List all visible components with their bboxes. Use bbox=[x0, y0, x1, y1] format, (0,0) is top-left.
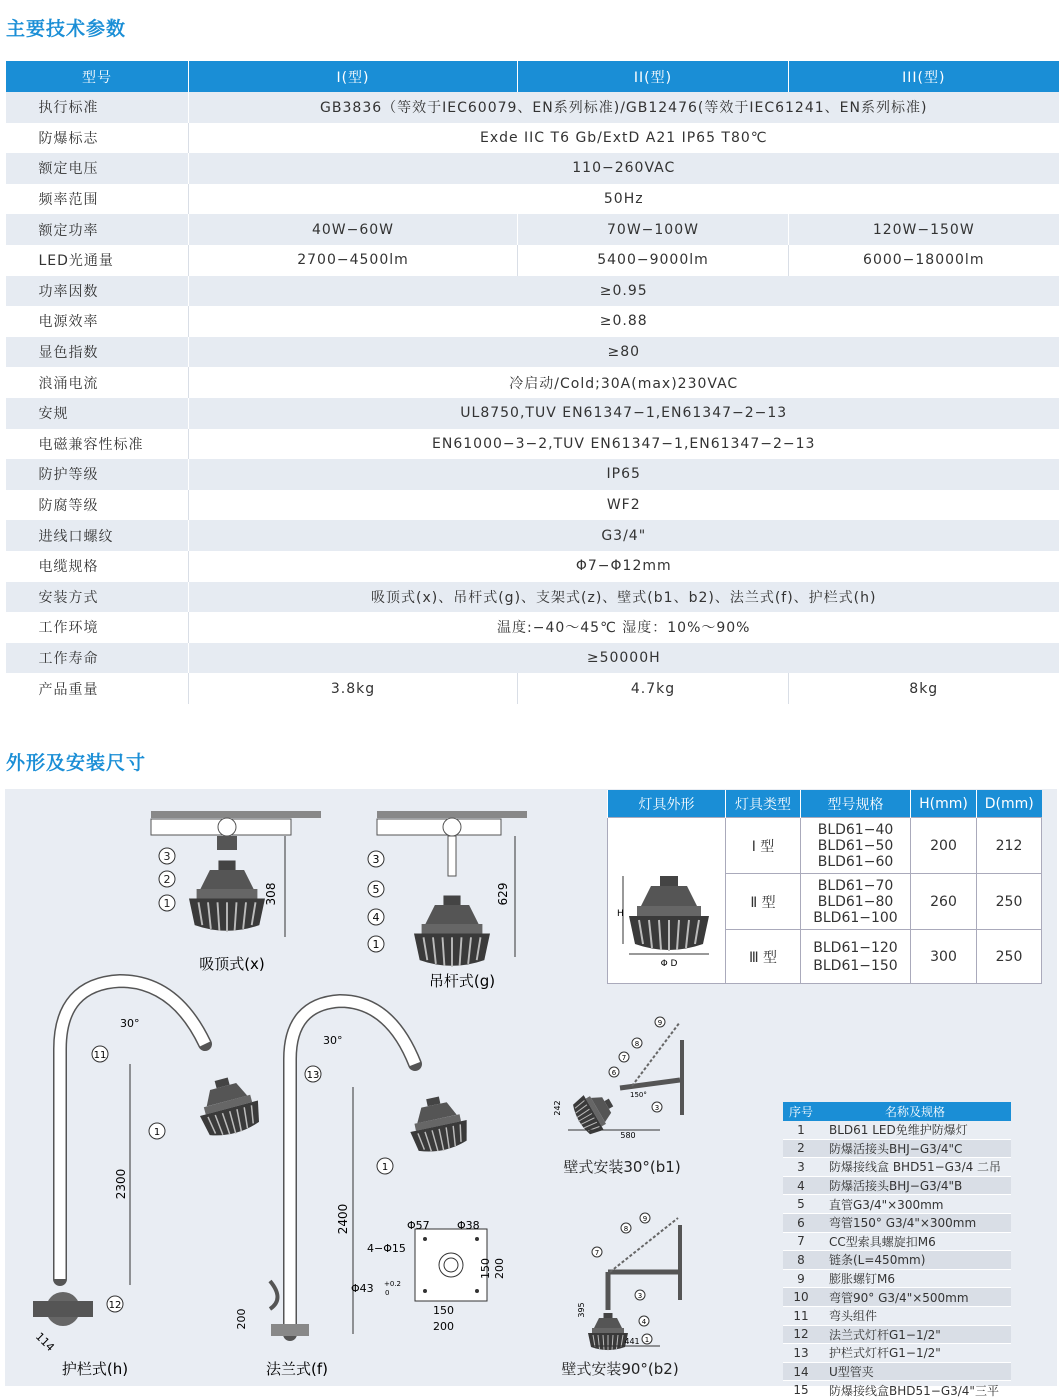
lamp-outline-cell bbox=[608, 818, 726, 984]
table-row bbox=[6, 582, 1059, 613]
callout-3: 3 bbox=[637, 1292, 643, 1300]
wall30-label: 壁式安装30°(b1) bbox=[563, 1158, 681, 1176]
part-number: 14 bbox=[783, 1362, 819, 1381]
dim-header-type: 灯具类型 bbox=[726, 790, 801, 818]
part-number: 1 bbox=[783, 1121, 819, 1139]
row-label: 频率范围 bbox=[38, 192, 99, 209]
table-row bbox=[6, 398, 1059, 429]
fig-h: H bbox=[616, 908, 624, 919]
row-label: 额定功率 bbox=[6, 214, 189, 245]
part-name: 防爆接线盒BHD51−G3/4"三平 bbox=[819, 1381, 1011, 1400]
pendant-dim-text: 629 bbox=[496, 882, 510, 906]
spec-table bbox=[5, 61, 1059, 704]
fig-d: Φ D bbox=[660, 958, 677, 969]
table-row bbox=[6, 337, 1059, 368]
callout-4: 4 bbox=[372, 911, 380, 924]
row-value: 冷启动/Cold;30A(max)230VAC bbox=[189, 367, 1059, 398]
callout-3: 3 bbox=[163, 850, 171, 863]
row-value: 6000−18000lm bbox=[789, 245, 1059, 276]
row-value: UL8750,TUV EN61347−1,EN61347−2−13 bbox=[189, 398, 1059, 429]
dim-header-model: 型号规格 bbox=[801, 790, 911, 818]
part-number: 7 bbox=[783, 1232, 819, 1251]
table-row bbox=[6, 153, 1059, 184]
row-label: 电缆规格 bbox=[38, 559, 99, 576]
plate-d38: Φ38 bbox=[457, 1219, 480, 1232]
row-label: 工作寿命 bbox=[6, 643, 189, 674]
dim-d: 212 bbox=[977, 818, 1042, 874]
model: BLD61−50 bbox=[817, 837, 894, 854]
callout-8: 8 bbox=[623, 1225, 629, 1233]
row-value: 50Hz bbox=[189, 184, 1059, 215]
table-row bbox=[783, 1213, 1011, 1232]
wall90-diagram bbox=[561, 1213, 680, 1378]
part-number: 12 bbox=[783, 1325, 819, 1344]
parts-header-no: 序号 bbox=[783, 1102, 819, 1121]
row-value: 温度:−40～45℃ 湿度：10%～90% bbox=[189, 612, 1059, 643]
table-row bbox=[6, 643, 1059, 674]
table-row bbox=[783, 1232, 1011, 1251]
part-name: 弯管150° G3/4"×300mm bbox=[819, 1213, 1011, 1232]
row-value: EN61000−3−2,TUV EN61347−1,EN61347−2−13 bbox=[189, 429, 1059, 460]
parts-header-name: 名称及规格 bbox=[819, 1102, 1011, 1121]
guardrail-angle: 30° bbox=[120, 1017, 140, 1030]
part-number: 10 bbox=[783, 1288, 819, 1307]
table-row bbox=[783, 1288, 1011, 1307]
part-name: 膨胀螺钉M6 bbox=[819, 1269, 1011, 1288]
part-name: 防爆活接头BHJ−G3/4"C bbox=[819, 1139, 1011, 1158]
plate-w150: 150 bbox=[433, 1304, 454, 1317]
plate-d43: Φ43 bbox=[351, 1282, 374, 1295]
table-row bbox=[6, 123, 1059, 154]
row-label: 功率因数 bbox=[6, 276, 189, 307]
row-value: IP65 bbox=[189, 459, 1059, 490]
table-row bbox=[783, 1325, 1011, 1344]
row-value: 3.8kg bbox=[189, 673, 518, 704]
row-value: G3/4" bbox=[189, 520, 1059, 551]
row-value: 70W−100W bbox=[518, 214, 789, 245]
flange-mount-diagram bbox=[235, 1001, 506, 1378]
dim-h: 200 bbox=[911, 818, 977, 874]
header-model: 型号 bbox=[6, 61, 189, 92]
row-label: 防爆标志 bbox=[38, 130, 99, 147]
table-row bbox=[783, 1306, 1011, 1325]
row-value: ≥80 bbox=[189, 337, 1059, 368]
table-row bbox=[6, 92, 1059, 123]
dim-d: 250 bbox=[977, 874, 1042, 930]
table-row bbox=[6, 612, 1059, 643]
row-value: 4.7kg bbox=[518, 673, 789, 704]
table-row bbox=[6, 429, 1059, 460]
part-name: 链条(L=450mm) bbox=[819, 1251, 1011, 1270]
table-row bbox=[783, 1381, 1011, 1400]
installation-diagrams bbox=[5, 789, 605, 1386]
wall30-dim-h: 242 bbox=[553, 1100, 562, 1116]
row-label: 电磁兼容性标准 bbox=[38, 436, 144, 453]
model: BLD61−80 bbox=[817, 893, 894, 910]
callout-1: 1 bbox=[153, 1127, 161, 1138]
part-number: 13 bbox=[783, 1344, 819, 1363]
wall30-angle: 150° bbox=[630, 1091, 647, 1099]
table-row bbox=[783, 1269, 1011, 1288]
wall90-dim-w: 441 bbox=[624, 1337, 640, 1346]
plate-h150: 150 bbox=[479, 1258, 492, 1279]
dim-header-h: H(mm) bbox=[911, 790, 977, 818]
row-value: GB3836（等效于IEC60079、EN系列标准)/GB12476(等效于IEC61241、EN系列标准) bbox=[189, 92, 1059, 123]
plate-h200: 200 bbox=[493, 1258, 506, 1279]
row-value: 110−260VAC bbox=[189, 153, 1059, 184]
part-number: 11 bbox=[783, 1306, 819, 1325]
row-value: ≥0.95 bbox=[189, 276, 1059, 307]
wall90-label: 壁式安装90°(b2) bbox=[561, 1360, 679, 1378]
row-value: 120W−150W bbox=[789, 214, 1059, 245]
row-label: 显色指数 bbox=[6, 337, 189, 368]
row-label: 执行标准 bbox=[6, 92, 189, 123]
part-number: 4 bbox=[783, 1176, 819, 1195]
header-type2: II(型) bbox=[518, 61, 789, 92]
wall30-diagram bbox=[553, 1017, 682, 1176]
part-name: U型管夹 bbox=[819, 1362, 1011, 1381]
callout-1: 1 bbox=[644, 1336, 650, 1344]
parts-body bbox=[783, 1121, 1011, 1399]
flange-dim-base: 200 bbox=[235, 1308, 248, 1330]
section-title-spec: 主要技术参数 bbox=[6, 18, 127, 40]
dim-type: Ⅱ 型 bbox=[726, 874, 801, 930]
callout-9: 9 bbox=[657, 1019, 663, 1027]
dimension-table bbox=[607, 790, 1042, 984]
guardrail-dim-h: 2300 bbox=[114, 1168, 128, 1200]
row-value: 2700−4500lm bbox=[189, 245, 518, 276]
part-number: 5 bbox=[783, 1195, 819, 1214]
table-row bbox=[6, 367, 1059, 398]
header-type1: I(型) bbox=[189, 61, 518, 92]
table-row bbox=[608, 818, 1042, 874]
ceiling-label: 吸顶式(x) bbox=[199, 955, 265, 973]
pendant-mount-diagram bbox=[368, 811, 527, 990]
part-number: 6 bbox=[783, 1213, 819, 1232]
row-label: 防腐等级 bbox=[38, 498, 99, 515]
row-value: ≥0.88 bbox=[189, 306, 1059, 337]
row-label: LED光通量 bbox=[38, 253, 114, 270]
table-row bbox=[6, 520, 1059, 551]
row-value: Φ7−Φ12mm bbox=[189, 551, 1059, 582]
part-name: 弯管90° G3/4"×500mm bbox=[819, 1288, 1011, 1307]
part-name: 法兰式灯杆G1−1/2" bbox=[819, 1325, 1011, 1344]
dim-header-d: D(mm) bbox=[977, 790, 1042, 818]
part-name: CC型索具螺旋扣M6 bbox=[819, 1232, 1011, 1251]
callout-13: 13 bbox=[306, 1070, 320, 1081]
callout-5: 5 bbox=[372, 883, 380, 896]
table-row bbox=[783, 1195, 1011, 1214]
table-row bbox=[6, 214, 1059, 245]
wall-diagrams bbox=[540, 1010, 710, 1385]
part-number: 3 bbox=[783, 1158, 819, 1177]
table-row bbox=[6, 184, 1059, 215]
lamp-outline-figure bbox=[611, 824, 723, 974]
part-number: 15 bbox=[783, 1381, 819, 1400]
table-row bbox=[6, 276, 1059, 307]
row-label: 工作环境 bbox=[38, 620, 99, 637]
table-row bbox=[783, 1139, 1011, 1158]
row-label: 安规 bbox=[6, 398, 189, 429]
callout-1: 1 bbox=[381, 1162, 389, 1173]
row-label: 进线口螺纹 bbox=[6, 520, 189, 551]
header-type3: III(型) bbox=[789, 61, 1059, 92]
model: BLD61−120 bbox=[813, 939, 898, 956]
parts-table bbox=[783, 1102, 1011, 1400]
plate-d57: Φ57 bbox=[407, 1219, 430, 1232]
flange-dim-h: 2400 bbox=[336, 1203, 350, 1235]
row-label: 额定电压 bbox=[6, 153, 189, 184]
table-row bbox=[6, 551, 1059, 582]
section-title-dimensions: 外形及安装尺寸 bbox=[6, 752, 147, 774]
table-row bbox=[783, 1176, 1011, 1195]
model: BLD61−150 bbox=[813, 957, 898, 974]
callout-3: 3 bbox=[372, 853, 380, 866]
row-value: 40W−60W bbox=[189, 214, 518, 245]
dim-d: 250 bbox=[977, 930, 1042, 984]
part-name: 直管G3/4"×300mm bbox=[819, 1195, 1011, 1214]
spec-header-row bbox=[6, 61, 1059, 92]
table-row bbox=[6, 306, 1059, 337]
part-name: BLD61 LED免维护防爆灯 bbox=[819, 1121, 1011, 1139]
guardrail-label: 护栏式(h) bbox=[61, 1360, 129, 1378]
part-number: 2 bbox=[783, 1139, 819, 1158]
plate-tol-dn: 0 bbox=[385, 1289, 390, 1297]
row-value: 5400−9000lm bbox=[518, 245, 789, 276]
callout-12: 12 bbox=[108, 1300, 122, 1311]
callout-7: 7 bbox=[594, 1249, 600, 1257]
table-row bbox=[783, 1158, 1011, 1177]
model: BLD61−70 bbox=[817, 877, 894, 894]
part-number: 9 bbox=[783, 1269, 819, 1288]
callout-4: 4 bbox=[641, 1318, 647, 1326]
part-name: 防爆接线盒 BHD51−G3/4 二吊 bbox=[819, 1158, 1011, 1177]
part-name: 防爆活接头BHJ−G3/4"B bbox=[819, 1176, 1011, 1195]
row-label: 浪涌电流 bbox=[38, 375, 99, 392]
row-label: 电源效率 bbox=[38, 314, 99, 331]
flange-angle: 30° bbox=[323, 1034, 343, 1047]
table-row bbox=[783, 1344, 1011, 1363]
dim-type: Ⅲ 型 bbox=[726, 930, 801, 984]
plate-tol-up: +0.2 bbox=[384, 1280, 401, 1288]
row-label: 防护等级 bbox=[6, 459, 189, 490]
wall30-dim-w: 580 bbox=[620, 1131, 636, 1140]
table-row bbox=[6, 673, 1059, 704]
row-label: 产品重量 bbox=[38, 681, 99, 698]
wall90-dim-h: 395 bbox=[577, 1302, 586, 1318]
part-name: 护栏式灯杆G1−1/2" bbox=[819, 1344, 1011, 1363]
table-row bbox=[783, 1362, 1011, 1381]
row-value: 8kg bbox=[789, 673, 1059, 704]
row-value: 吸顶式(x)、吊杆式(g)、支架式(z)、壁式(b1、b2)、法兰式(f)、护栏式(h) bbox=[189, 582, 1059, 613]
dim-type: Ⅰ 型 bbox=[726, 818, 801, 874]
callout-3: 3 bbox=[654, 1104, 660, 1112]
pendant-label: 吊杆式(g) bbox=[428, 972, 496, 990]
plate-holes: 4−Φ15 bbox=[367, 1242, 406, 1255]
callout-6: 6 bbox=[611, 1069, 617, 1077]
row-value: ≥50000H bbox=[189, 643, 1059, 674]
part-name: 弯头组件 bbox=[819, 1306, 1011, 1325]
callout-2: 2 bbox=[163, 873, 171, 886]
row-value: Exde IIC T6 Gb/ExtD A21 IP65 T80℃ bbox=[189, 123, 1059, 154]
callout-7: 7 bbox=[621, 1054, 627, 1062]
model: BLD61−100 bbox=[813, 909, 898, 926]
guardrail-dim-w: 114 bbox=[32, 1329, 57, 1354]
table-row bbox=[6, 245, 1059, 276]
part-number: 8 bbox=[783, 1251, 819, 1270]
dim-h: 260 bbox=[911, 874, 977, 930]
callout-11: 11 bbox=[93, 1050, 107, 1061]
table-row bbox=[783, 1121, 1011, 1139]
model: BLD61−40 bbox=[817, 821, 894, 838]
ceiling-mount-diagram bbox=[151, 811, 321, 973]
model: BLD61−60 bbox=[817, 853, 894, 870]
row-label: 安装方式 bbox=[6, 582, 189, 613]
callout-8: 8 bbox=[634, 1040, 640, 1048]
plate-w200: 200 bbox=[433, 1320, 454, 1333]
dim-h: 300 bbox=[911, 930, 977, 984]
callout-1: 1 bbox=[163, 897, 171, 910]
table-row bbox=[6, 490, 1059, 521]
table-row bbox=[783, 1251, 1011, 1270]
dim-header-shape: 灯具外形 bbox=[608, 790, 726, 818]
table-row bbox=[6, 459, 1059, 490]
callout-1: 1 bbox=[372, 938, 380, 951]
ceiling-dim-text: 308 bbox=[264, 882, 278, 906]
row-value: WF2 bbox=[189, 490, 1059, 521]
flange-label: 法兰式(f) bbox=[266, 1360, 328, 1378]
callout-9: 9 bbox=[642, 1215, 648, 1223]
guardrail-mount-diagram bbox=[33, 981, 265, 1378]
